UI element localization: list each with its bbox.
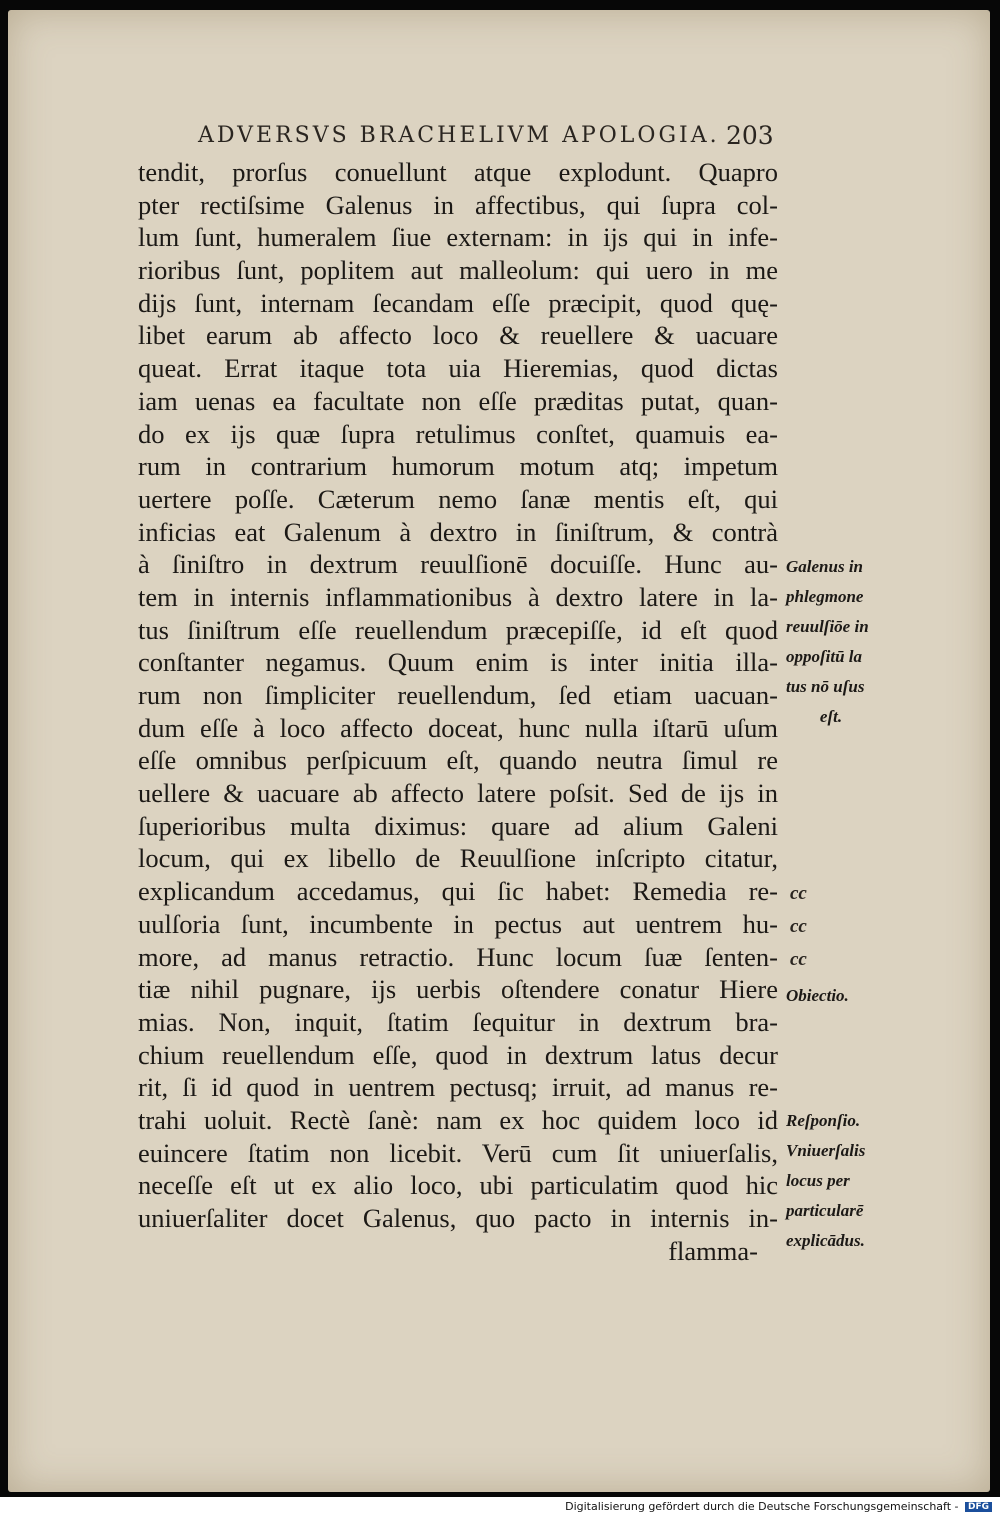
text-line: neceſſe eſt ut ex alio loco, ubi particulatim quod hic <box>138 1170 778 1201</box>
text-line: dum eſſe à loco affecto doceat, hunc nulla iſtarū uſum <box>138 712 778 743</box>
text-line: uulſoria ſunt, incumbente in pectus aut uentrem hu- <box>138 908 778 939</box>
text-line: pter rectiſsime Galenus in affectibus, qui ſupra col- <box>138 189 778 220</box>
text-line: tem in internis inflammationibus à dextro latere in la- <box>138 581 778 612</box>
margin-note-line: phlegmone <box>786 587 864 606</box>
text-line: do ex ijs quæ ſupra retulimus conſtet, quamuis ea- <box>138 418 778 449</box>
text-line: queat. Errat itaque tota uia Hieremias, quod dictas <box>138 353 778 384</box>
text-line: ſuperioribus multa diximus: quare ad alium Galeni <box>138 810 778 841</box>
text-line: euincere ſtatim non licebit. Verū cum ſit uniuerſalis, <box>138 1137 778 1168</box>
text-line: chium reuellendum eſſe, quod in dextrum latus decur <box>138 1039 778 1070</box>
quote-mark: cc <box>790 949 807 970</box>
margin-note-line: reuulſiōe in <box>786 617 869 636</box>
margin-note-responsio <box>786 1107 865 1257</box>
text-line: tendit, prorſus conuellunt atque explodunt. Quapro <box>138 157 778 187</box>
margin-note-line: tus nō uſus <box>786 677 865 696</box>
text-line: more, ad manus retractio. Hunc locum ſuæ ſenten- <box>138 941 778 972</box>
text-line: mias. Non, inquit, ſtatim ſequitur in dextrum bra- <box>138 1006 778 1037</box>
text-line: locum, qui ex libello de Reuulſione inſcripto citatur, <box>138 843 778 874</box>
running-head <box>198 123 778 148</box>
digitization-credit <box>565 1500 992 1513</box>
main-text-block <box>138 156 778 1267</box>
text-line: libet earum ab affecto loco & reuellere & uacuare <box>138 320 778 351</box>
margin-note-line: Reſponſio. <box>786 1111 861 1130</box>
text-line: uniuerſaliter docet Galenus, quo pacto in internis in- <box>138 1203 778 1233</box>
margin-note-line: eſt. <box>819 707 843 726</box>
margin-note-line: Vniuerſalis <box>786 1141 866 1160</box>
margin-note-line: Obiectio. <box>786 986 849 1005</box>
quote-mark: cc <box>790 883 807 904</box>
text-line: tiæ nihil pugnare, ijs uerbis oſtendere conatur Hiere <box>138 974 778 1005</box>
text-line: dijs ſunt, internam ſecandam eſſe præcipit, quod quę- <box>138 287 778 318</box>
book-page <box>8 10 990 1492</box>
margin-note-galenus <box>786 553 876 733</box>
text-line: uertere poſſe. Cæterum nemo ſanæ mentis eſt, qui <box>138 483 778 514</box>
text-line: rum in contrarium humorum motum atq; impetum <box>138 451 778 482</box>
running-head-title: ADVERSVS BRACHELIVM APOLOGIA. <box>198 123 720 148</box>
text-line: tus ſiniſtrum eſſe reuellendum præcepiſſe, id eſt quod <box>138 614 778 645</box>
credit-text: Digitalisierung gefördert durch die Deutsche Forschungsgemeinschaft - <box>565 1500 959 1513</box>
text-line: rum non ſimpliciter reuellendum, ſed etiam uacuan- <box>138 680 778 710</box>
text-line: iam uenas ea facultate non eſſe præditas putat, quan- <box>138 385 778 416</box>
text-line: rit, ſi id quod in uentrem pectusq; irruit, ad manus re- <box>138 1072 778 1103</box>
text-line: explicandum accedamus, qui ſic habet: Remedia re- <box>138 876 778 907</box>
margin-note-line: locus per <box>786 1171 850 1190</box>
text-line: à ſiniſtro in dextrum reuulſionē docuiſſe. Hunc au- <box>138 549 778 580</box>
text-line: trahi uoluit. Rectè ſanè: nam ex hoc quidem loco id <box>138 1104 778 1135</box>
margin-note-line: explicādus. <box>786 1231 865 1250</box>
text-line: eſſe omnibus perſpicuum eſt, quando neutra ſimul re <box>138 745 778 776</box>
text-line: inficias eat Galenum à dextro in ſiniſtrum, & contrà <box>138 516 778 547</box>
text-line: lum ſunt, humeralem ſiue externam: in ijs qui in infe- <box>138 222 778 253</box>
margin-note-line: Galenus in <box>786 557 863 576</box>
text-line: flamma- <box>668 1235 758 1266</box>
text-line: conſtanter negamus. Quum enim is inter initia illa- <box>138 647 778 678</box>
page-number: 203 <box>726 121 774 150</box>
quote-mark: cc <box>790 916 807 937</box>
text-line: uellere & uacuare ab affecto latere poſsit. Sed de ijs in <box>138 778 778 809</box>
margin-note-line: oppoſitū la <box>786 647 863 666</box>
dfg-logo: DFG <box>965 1502 992 1512</box>
margin-note-line: particularē <box>786 1201 864 1220</box>
text-line: rioribus ſunt, poplitem aut malleolum: qui uero in me <box>138 255 778 286</box>
margin-note-obiectio <box>786 982 849 1012</box>
